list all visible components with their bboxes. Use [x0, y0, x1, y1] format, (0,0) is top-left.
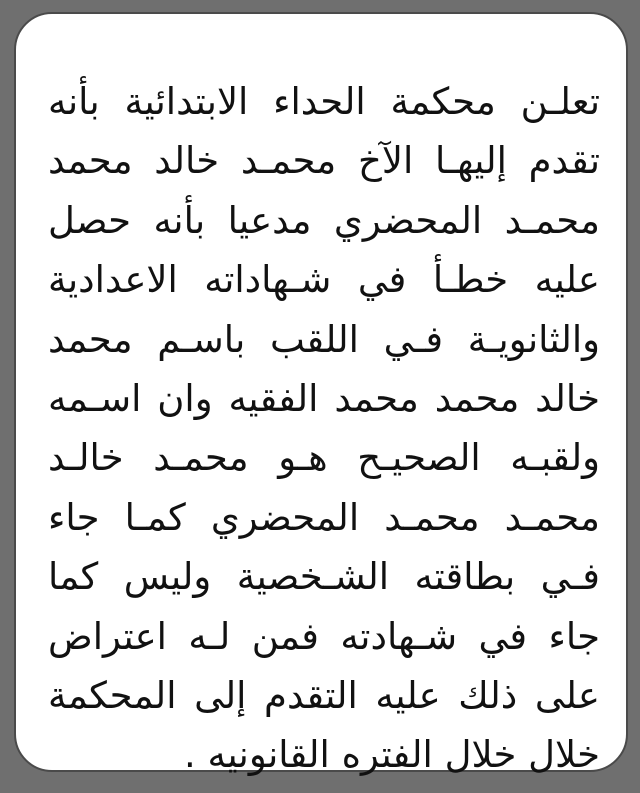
- notice-line: على ذلك عليه التقدم إلى المحكمة: [48, 673, 600, 717]
- notice-panel: [14, 12, 628, 777]
- notice-line: فـي بطاقته الشـخصية وليس كما: [48, 555, 600, 599]
- notice-line: خلال خلال الفتره القانونيه .: [184, 733, 600, 777]
- notice-line: تعلـن محكمة الحداء الابتدائية بأنه: [48, 80, 600, 123]
- notice-line: والثانويـة فـي اللقب باسـم محمد: [48, 317, 600, 361]
- notice-line: جاء في شـهادته فمن لـه اعتراض: [48, 614, 600, 658]
- notice-text: [48, 72, 600, 785]
- notice-line: تقدم إليهـا الآخ محمـد خالد محمد: [48, 139, 600, 183]
- notice-line: ولقبـه الصحيـح هـو محمـد خالـد: [48, 436, 600, 480]
- notice-line: عليه خطـأ في شـهاداته الاعدادية: [48, 258, 600, 302]
- notice-line: محمـد المحضري مدعيا بأنه حصل: [48, 198, 600, 242]
- notice-line: محمـد محمـد المحضري كمـا جاء: [48, 495, 600, 539]
- notice-line: خالد محمد محمد الفقيه وان اسـمه: [48, 376, 600, 420]
